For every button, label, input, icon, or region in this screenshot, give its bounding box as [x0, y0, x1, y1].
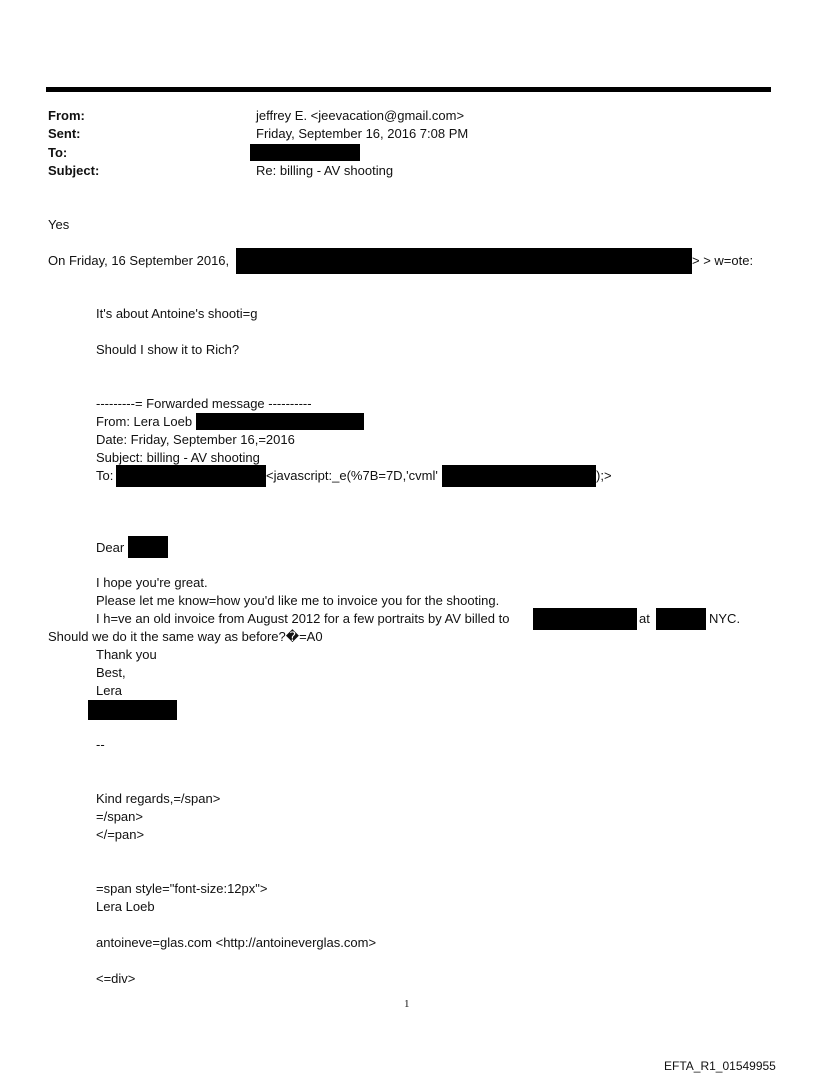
from-value: jeffrey E. <jeevacation@gmail.com>: [256, 108, 465, 123]
header-rule: [46, 87, 771, 92]
redaction-location: [656, 608, 706, 630]
bates-number: EFTA_R1_01549955: [664, 1059, 776, 1073]
redaction-billed-to: [533, 608, 637, 630]
thank-you: Thank you: [96, 647, 157, 662]
reply-text: Yes: [48, 217, 70, 232]
invoice-line: I h=ve an old invoice from August 2012 for a few portraits by AV billed to: [96, 611, 510, 626]
from-label: From:: [48, 108, 85, 123]
forward-separator: ---------= Forwarded message ----------: [96, 396, 312, 411]
fwd-to-js: <javascript:_e(%7B=7D,'cvml': [266, 468, 438, 483]
quote-prefix: On Friday, 16 September 2016,: [48, 253, 230, 268]
redaction-fwd-to-name: [116, 465, 266, 487]
redaction-fwd-to-email: [442, 465, 596, 487]
page-number: 1: [404, 998, 410, 1010]
fwd-from: From: Lera Loeb: [96, 414, 193, 429]
please-line: Please let me know=how you'd like me to invoice you for the shooting.: [96, 593, 500, 608]
line-shooting: It's about Antoine's shooti=g: [96, 306, 258, 321]
span-close-1: =/span>: [96, 809, 143, 824]
div-tag-line: <=div>: [96, 971, 136, 986]
invoice-nyc: NYC.: [709, 611, 741, 626]
fwd-subject: Subject: billing - AV shooting: [96, 450, 260, 465]
to-label: To:: [48, 145, 68, 160]
redaction-fwd-from-email: [196, 413, 364, 430]
fwd-to-label: To:: [96, 468, 114, 483]
invoice-at: at: [639, 611, 650, 626]
dear-line: Dear: [96, 540, 125, 555]
redaction-signature: [88, 700, 177, 720]
kind-regards: Kind regards,=/span>: [96, 791, 221, 806]
sent-label: Sent:: [48, 126, 81, 141]
redaction-dear-name: [128, 536, 168, 558]
dashes-line: --: [96, 737, 105, 752]
span-close-2: </=pan>: [96, 827, 145, 842]
same-way-line: Should we do it the same way as before?�=A0: [48, 629, 323, 644]
sent-value: Friday, September 16, 2016 7:08 PM: [256, 126, 469, 141]
quote-suffix: > > w=ote:: [692, 253, 754, 268]
subject-value: Re: billing - AV shooting: [256, 163, 394, 178]
sign-name: Lera: [96, 683, 123, 698]
website-line: antoineve=glas.com <http://antoineverglas.com>: [96, 935, 377, 950]
best-line: Best,: [96, 665, 126, 680]
fwd-date: Date: Friday, September 16,=2016: [96, 432, 295, 447]
redaction-quote-sender: [236, 248, 692, 274]
sig-name: Lera Loeb: [96, 899, 155, 914]
line-show: Should I show it to Rich?: [96, 342, 240, 357]
fwd-to-end: );>: [596, 468, 612, 483]
hope-line: I hope you're great.: [96, 575, 208, 590]
redaction-to: [250, 144, 360, 161]
span-style-line: =span style="font-size:12px">: [96, 881, 268, 896]
subject-label: Subject:: [48, 163, 100, 178]
